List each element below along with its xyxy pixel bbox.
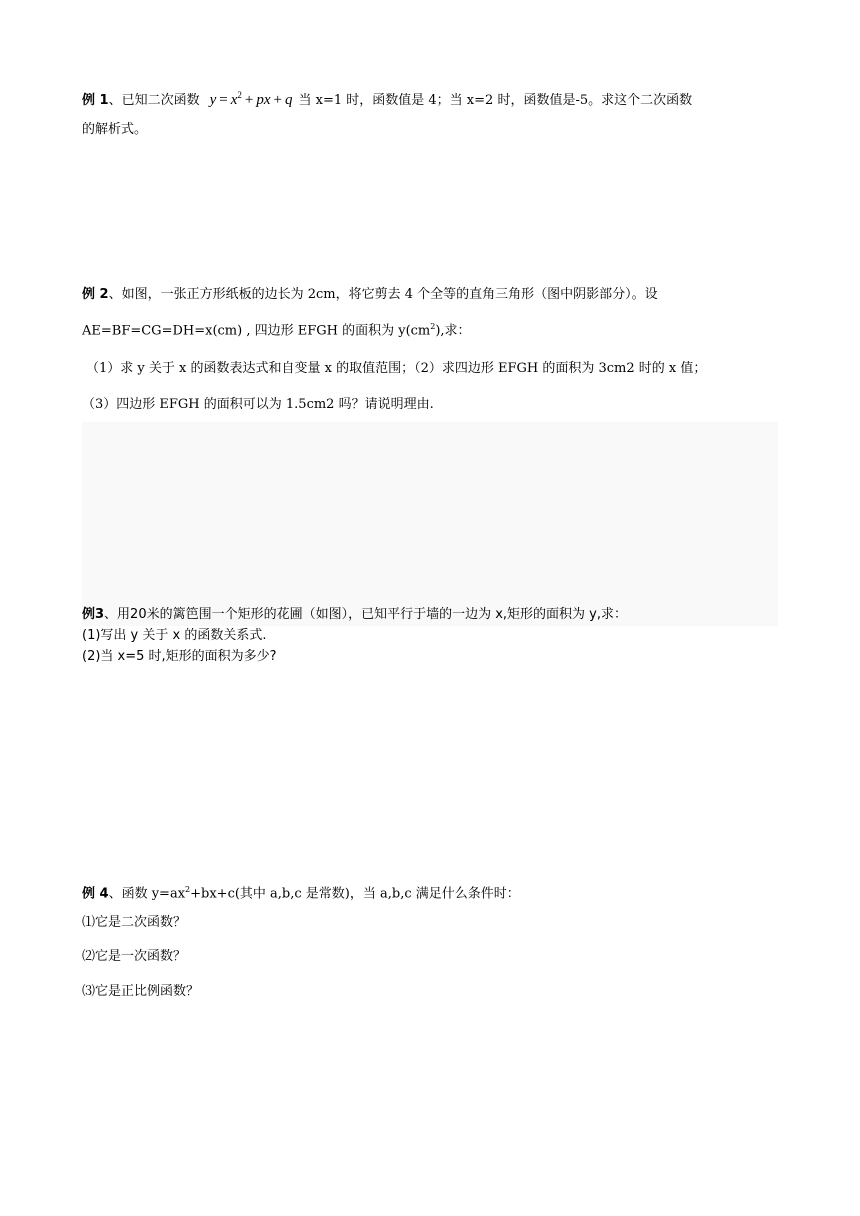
example-4-question-2: ⑵它是一次函数？ [82,949,187,964]
example-3-line-2: (1)写出 y 关于 x 的函数关系式. [82,628,267,643]
example-3-line-1 [82,606,627,624]
example-2-text-1: 、如图，一张正方形纸板的边长为 2cm，将它剪去 4 个全等的直角三角形（图中阴影部分）。设 [108,287,658,302]
example-4-line-1: 例 4、函数 $y=ax^2+bx+c$(其中 a,b,c 是常数)，当 a,b,c 满足什么条件时： [82,885,520,902]
example-1-conditions: 当 x=1 时，函数值是 4；当 x=2 时，函数值是-5。求这个二次函数 [298,93,693,108]
example-3-line-3: (2)当 x=5 时,矩形的面积为多少? [82,649,277,664]
figure-area [82,422,778,626]
example-4-question-3: ⑶它是正比例函数？ [82,984,200,999]
example-2-line-2: AE=BF=CG=DH=x(cm) , 四边形 EFGH 的面积为 $y(cm^2)$,求： [82,322,471,339]
example-2-line-4: （3）四边形 EFGH 的面积可以为 1.5cm2 吗？请说明理由. [82,397,434,412]
example-2-label: 例 2 [82,287,109,302]
example-4-question-1: ⑴它是二次函数？ [82,915,187,930]
example-1-lead: 、已知二次函数 [108,93,200,108]
quadratic-formula: $y = x^2$ + px + q [209,90,293,108]
example-2-line-1 [82,286,658,304]
example-1-line-1 [82,86,692,110]
example-1-label: 例 1 [82,93,109,108]
example-4-label: 例 4 [82,886,109,902]
example-3-label: 例3 [82,607,105,622]
example-2-line-3: （1）求 y 关于 x 的函数表达式和自变量 x 的取值范围；（2）求四边形 EFGH 的面积为 3cm2 时的 x 值； [86,361,707,376]
example-3-text-1: 、用20米的篱笆围一个矩形的花圃（如图），已知平行于墙的一边为 x,矩形的面积为 y,求： [104,607,628,622]
example-1-line-2: 的解析式。 [82,122,148,137]
